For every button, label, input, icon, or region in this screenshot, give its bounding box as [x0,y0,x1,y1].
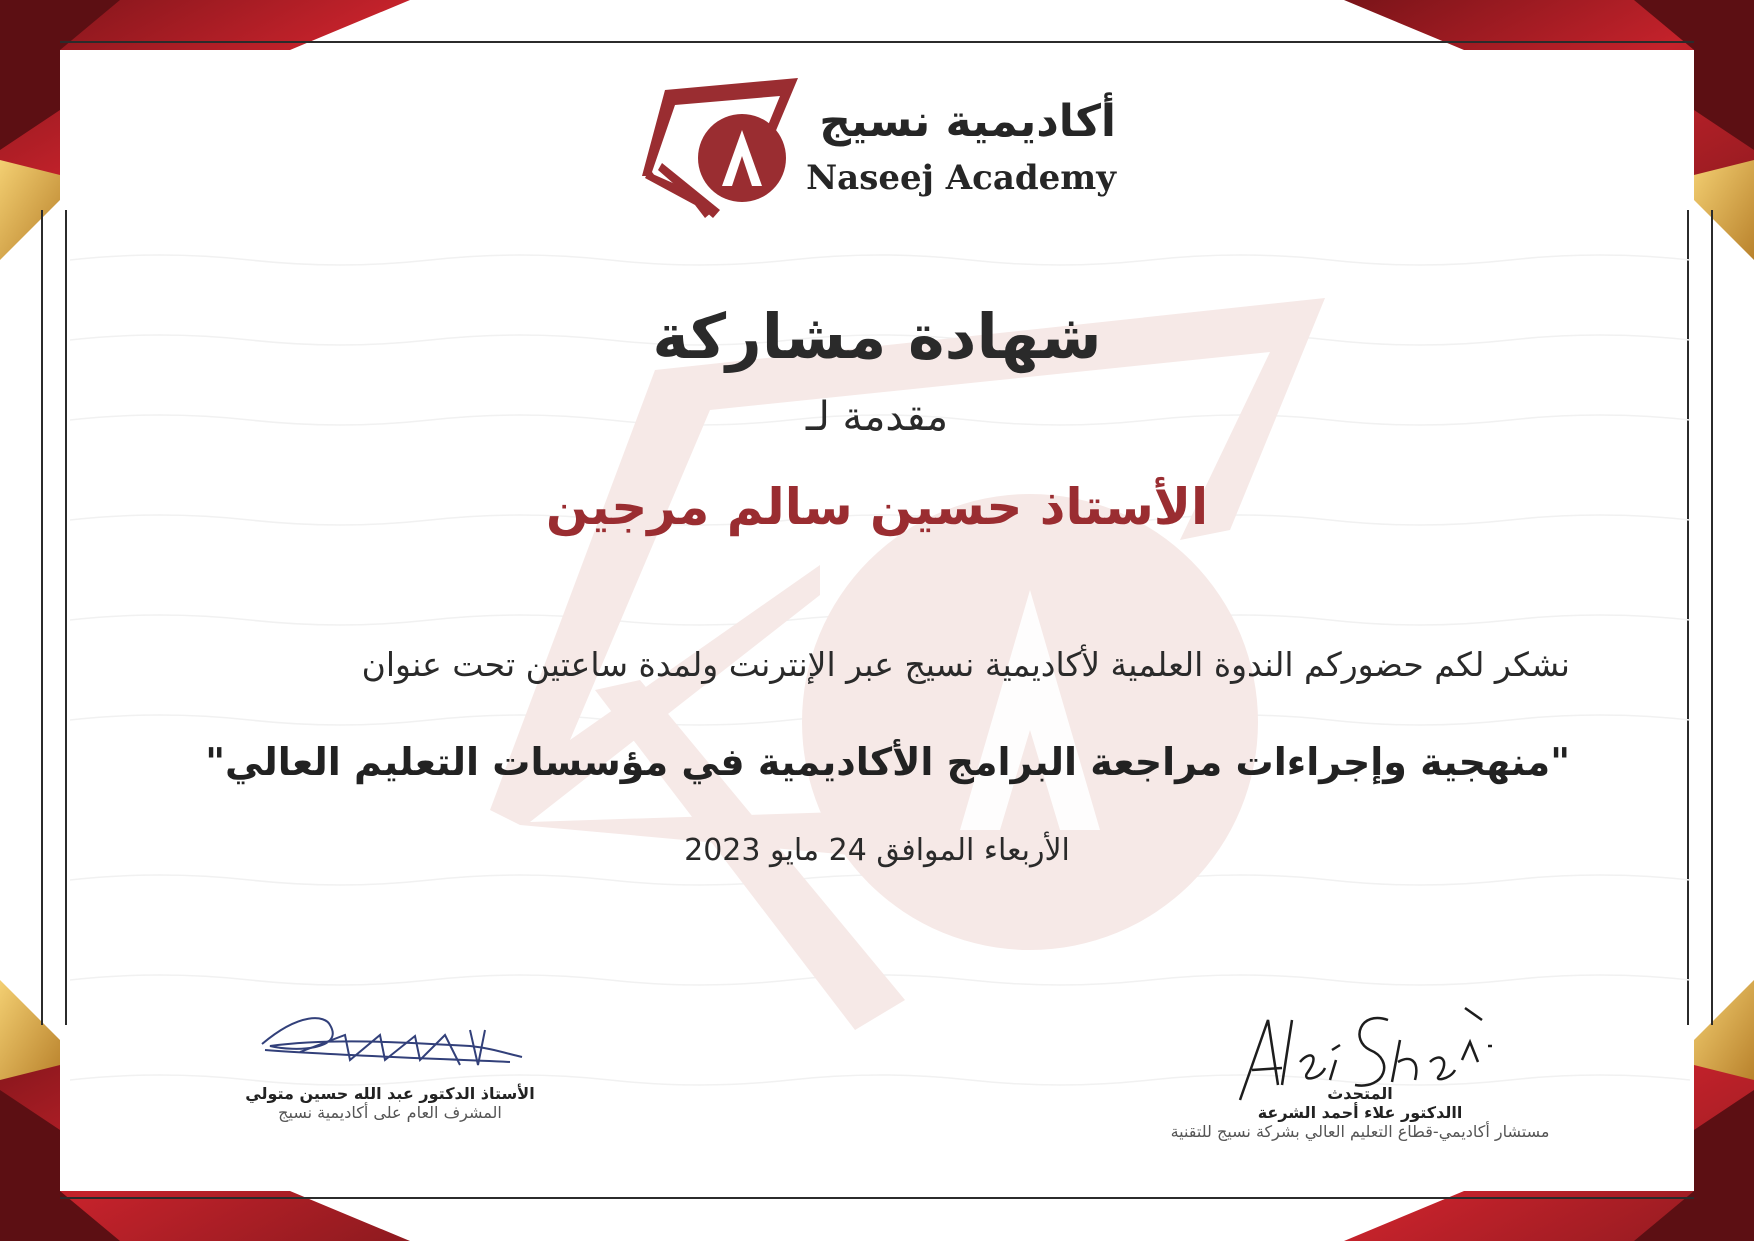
signature-block-left [215,1084,565,1122]
speaker-label: المتحدث [1327,1084,1393,1103]
thanks-text: نشكر لكم حضوركم الندوة العلمية لأكاديمية نسيج عبر الإنترنت ولمدة ساعتين تحت عنوان [361,645,1570,684]
recipient-name: الأستاذ حسين سالم مرجين [545,478,1209,536]
logo-name-english: Naseej Academy [806,158,1116,198]
signatory-role-right: مستشار أكاديمي-قطاع التعليم العالي بشركة نسيج للتقنية [1170,1122,1550,1141]
signatory-role-left: المشرف العام على أكاديمية نسيج [278,1103,502,1122]
signature-block-right [1120,1084,1600,1141]
signatory-name-right: االدكتور علاء أحمد الشرعة [1257,1103,1463,1122]
certificate-date: الأربعاء الموافق 24 مايو 2023 [684,833,1070,868]
certificate-title: شهادة مشاركة [652,300,1102,373]
presented-to-label: مقدمة لـ [805,394,949,440]
seminar-title: "منهجية وإجراءات مراجعة البرامج الأكاديمية في مؤسسات التعليم العالي" [205,740,1570,784]
logo-name-arabic: أكاديمية نسيج [819,96,1116,147]
signatory-name-left: الأستاذ الدكتور عبد الله حسين متولي [245,1084,535,1103]
